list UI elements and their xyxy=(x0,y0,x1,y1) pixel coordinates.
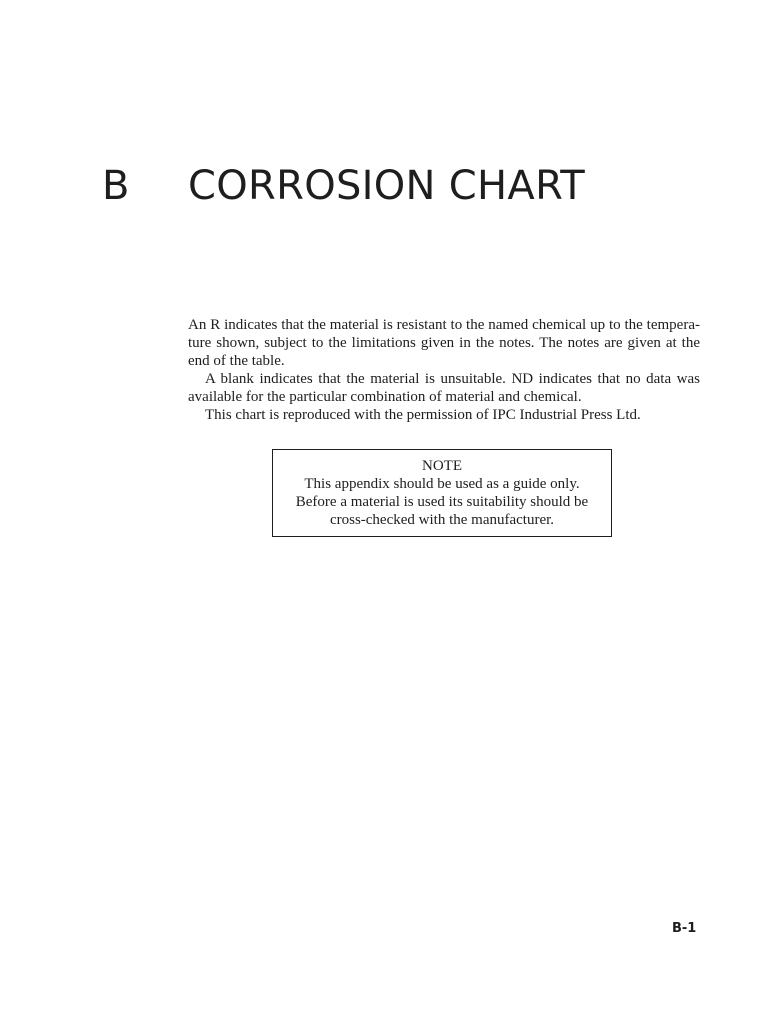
note-box xyxy=(272,449,612,537)
page-number: B-1 xyxy=(672,921,697,936)
chapter-letter: B xyxy=(102,163,130,209)
intro-text xyxy=(188,316,700,424)
paragraph-blank: A blank indicates that the material is unsuitable. ND indicates that no data was available for the particular combination of material and chemical. xyxy=(188,371,700,405)
note-line: This appendix should be used as a guide only. xyxy=(304,476,580,492)
note-line: cross-checked with the manufacturer. xyxy=(329,512,555,528)
note-heading: NOTE xyxy=(422,458,462,474)
note-line: Before a material is used its suitability should be xyxy=(295,494,589,510)
paragraph-permission: This chart is reproduced with the permission of IPC Industrial Press Ltd. xyxy=(205,407,641,423)
paragraph-resistance: An R indicates that the material is resistant to the named chemical up to the temperature shown, subject to the limitations given in the notes. The notes are given at the end of the table. xyxy=(188,317,700,369)
chapter-title: CORROSION CHART xyxy=(188,163,585,209)
